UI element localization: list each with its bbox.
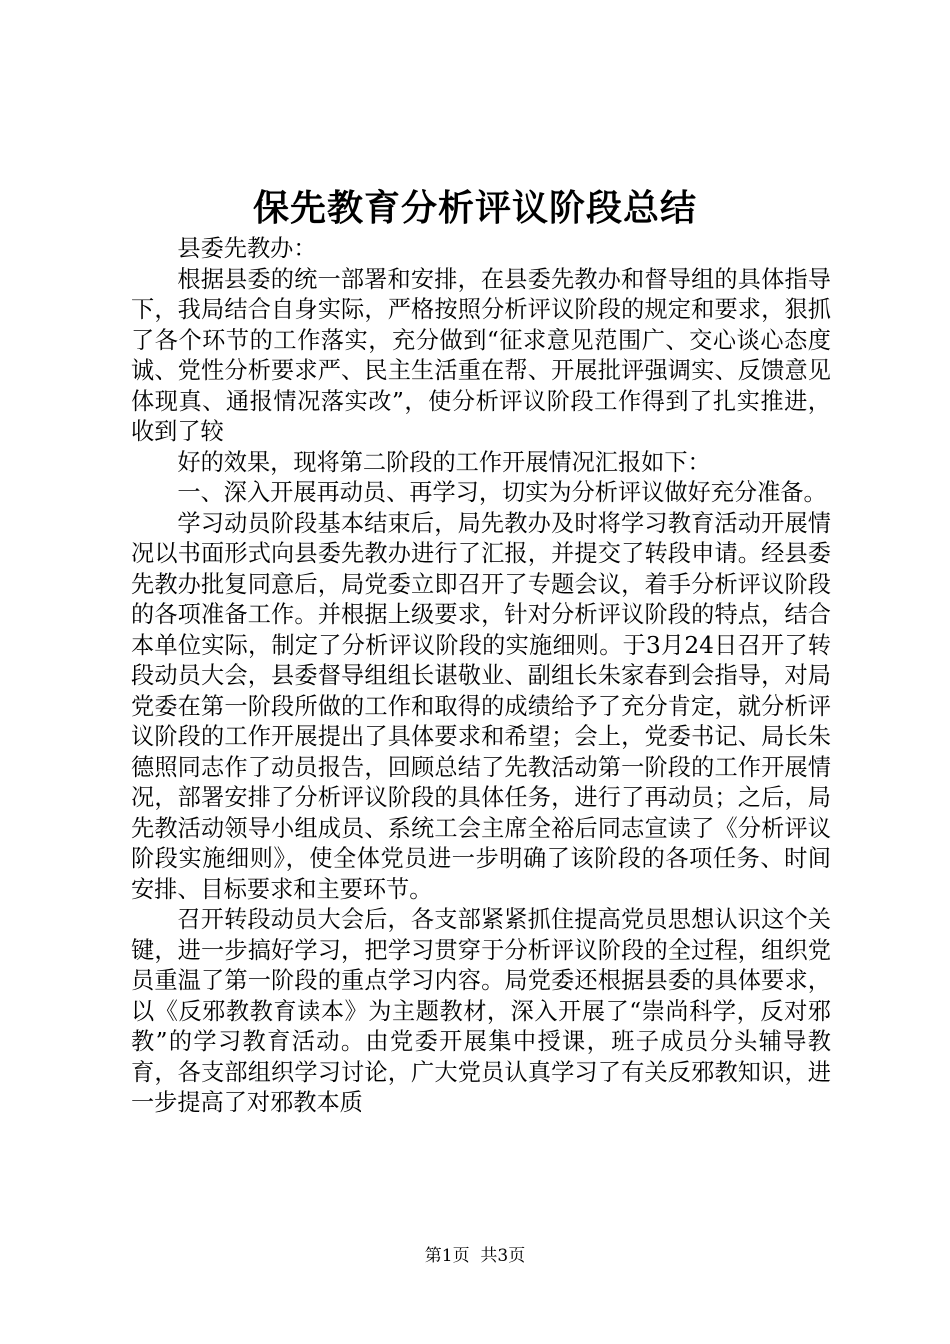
page-footer — [0, 1244, 950, 1268]
salutation: 县委先教办： — [177, 235, 317, 262]
body-paragraph: 学习动员阶段基本结束后，局先教办及时将学习教育活动开展情况以书面形式向县委先教办进行了汇报，并提交了转段申请。经县委先教办批复同意后，局党委立即召开了专题会议，着手分析评议阶段的各项准备工作。并根据上级要求，针对分析评议阶段的特点，结合本单位实际，制定了分析评议阶段的实施细则。于3月24日召开了转段动员大会，县委督导组组长谌敬业、副组长朱家春到会指导，对局党委在第一阶段所做的工作和取得的成绩给予了充分肯定，就分析评议阶段的工作开展提出了具体要求和希望；会上，党委书记、局长朱德照同志作了动员报告，回顾总结了先教活动第一阶段的工作开展情况，部署安排了分析评议阶段的具体任务，进行了再动员；之后，局先教活动领导小组成员、系统工会主席全裕后同志宣读了《分析评议阶段实施细则》，使全体党员进一步明确了该阶段的各项任务、时间安排、目标要求和主要环节。 — [131, 509, 831, 903]
page-total: 共3页 — [480, 1246, 526, 1266]
document-title: 保先教育分析评议阶段总结 — [252, 187, 697, 229]
section-heading: 一、深入开展再动员、再学习，切实为分析评议做好充分准备。 — [177, 479, 827, 506]
footer-gap — [470, 1246, 481, 1266]
document-body — [131, 234, 831, 1119]
page-number: 第1页 — [424, 1246, 470, 1266]
body-paragraph: 召开转段动员大会后，各支部紧紧抓住提高党员思想认识这个关键，进一步搞好学习，把学习贯穿于分析评议阶段的全过程，组织党员重温了第一阶段的重点学习内容。局党委还根据县委的具体要求，以《反邪教教育读本》为主题教材，深入开展了“崇尚科学，反对邪教”的学习教育活动。由党委开展集中授课，班子成员分头辅导教育，各支部组织学习讨论，广大党员认真学习了有关反邪教知识，进一步提高了对邪教本质 — [131, 906, 831, 1116]
body-paragraph: 好的效果，现将第二阶段的工作开展情况汇报如下： — [177, 448, 711, 476]
body-paragraph: 根据县委的统一部署和安排，在县委先教办和督导组的具体指导下，我局结合自身实际，严格按照分析评议阶段的规定和要求，狠抓了各个环节的工作落实，充分做到“征求意见范围广、交心谈心态度诚、党性分析要求严、民主生活重在帮、开展批评强调实、反馈意见体现真、通报情况落实改”，使分析评议阶段工作得到了扎实推进，收到了较 — [131, 265, 831, 445]
